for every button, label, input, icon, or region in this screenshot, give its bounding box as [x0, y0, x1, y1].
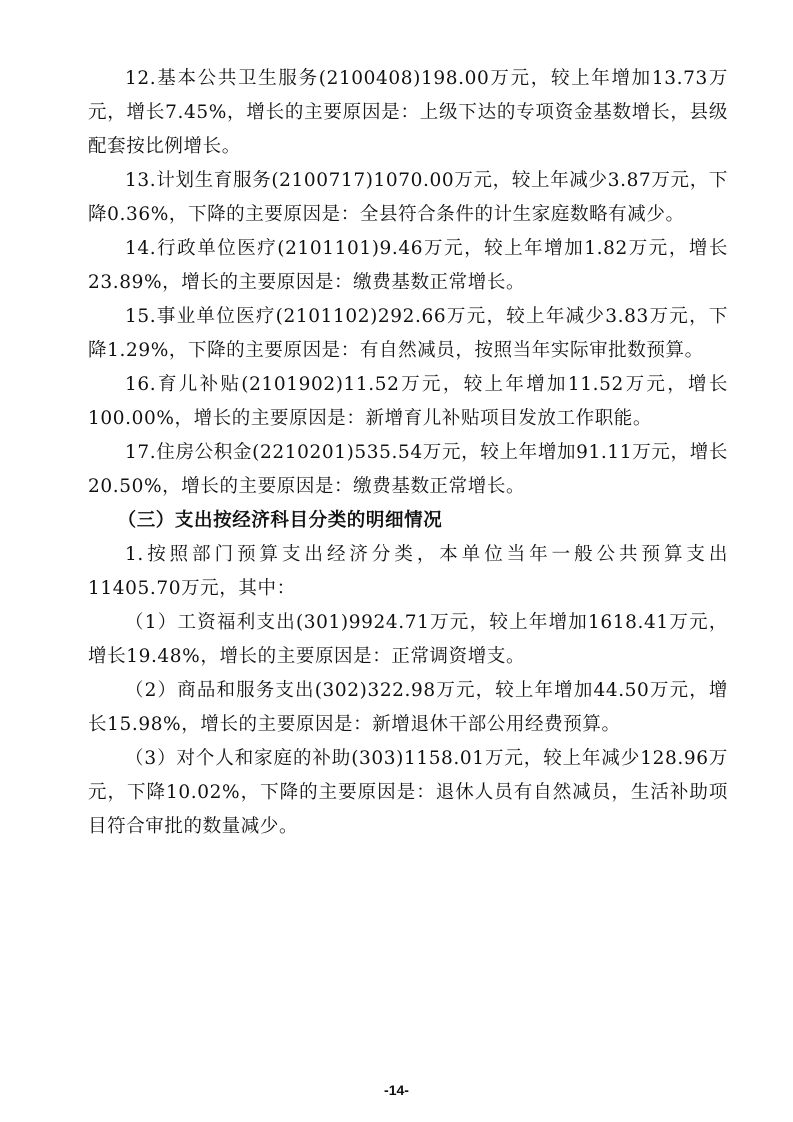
document-body — [88, 62, 728, 844]
section-heading: （三）支出按经济科目分类的明细情况 — [117, 510, 443, 531]
page-number: -14- — [384, 1082, 409, 1098]
paragraph-institution-medical: 15.事业单位医疗(2101102)292.66万元，较上年减少3.83万元，下降1.29%，下降的主要原因是：有自然减员，按照当年实际审批数预算。 — [88, 306, 728, 361]
paragraph-housing-fund: 17.住房公积金(2210201)535.54万元，较上年增加91.11万元，增长20.50%，增长的主要原因是：缴费基数正常增长。 — [88, 442, 728, 497]
paragraph-family-planning: 13.计划生育服务(2100717)1070.00万元，较上年减少3.87万元，下降0.36%，下降的主要原因是：全县符合条件的计生家庭数略有减少。 — [88, 170, 728, 225]
paragraph-individual-subsidy: （3）对个人和家庭的补助(303)1158.01万元，较上年减少128.96万元，下降10.02%，下降的主要原因是：退休人员有自然减员，生活补助项目符合审批的数量减少。 — [88, 748, 728, 837]
paragraph-basic-public-health: 12.基本公共卫生服务(2100408)198.00万元，较上年增加13.73万元，增长7.45%，增长的主要原因是：上级下达的专项资金基数增长，县级配套按比例增长。 — [88, 68, 728, 157]
paragraph-goods-services: （2）商品和服务支出(302)322.98万元，较上年增加44.50万元，增长15.98%，增长的主要原因是：新增退休干部公用经费预算。 — [88, 680, 728, 735]
paragraph-economic-classification: 1.按照部门预算支出经济分类，本单位当年一般公共预算支出11405.70万元，其中： — [88, 544, 728, 599]
paragraph-wages-welfare: （1）工资福利支出(301)9924.71万元，较上年增加1618.41万元，增长19.48%，增长的主要原因是：正常调资增支。 — [88, 612, 728, 667]
paragraph-childcare-subsidy: 16.育儿补贴(2101902)11.52万元，较上年增加11.52万元，增长100.00%，增长的主要原因是：新增育儿补贴项目发放工作职能。 — [88, 374, 728, 429]
paragraph-admin-medical: 14.行政单位医疗(2101101)9.46万元，较上年增加1.82万元，增长23.89%，增长的主要原因是：缴费基数正常增长。 — [88, 238, 728, 293]
